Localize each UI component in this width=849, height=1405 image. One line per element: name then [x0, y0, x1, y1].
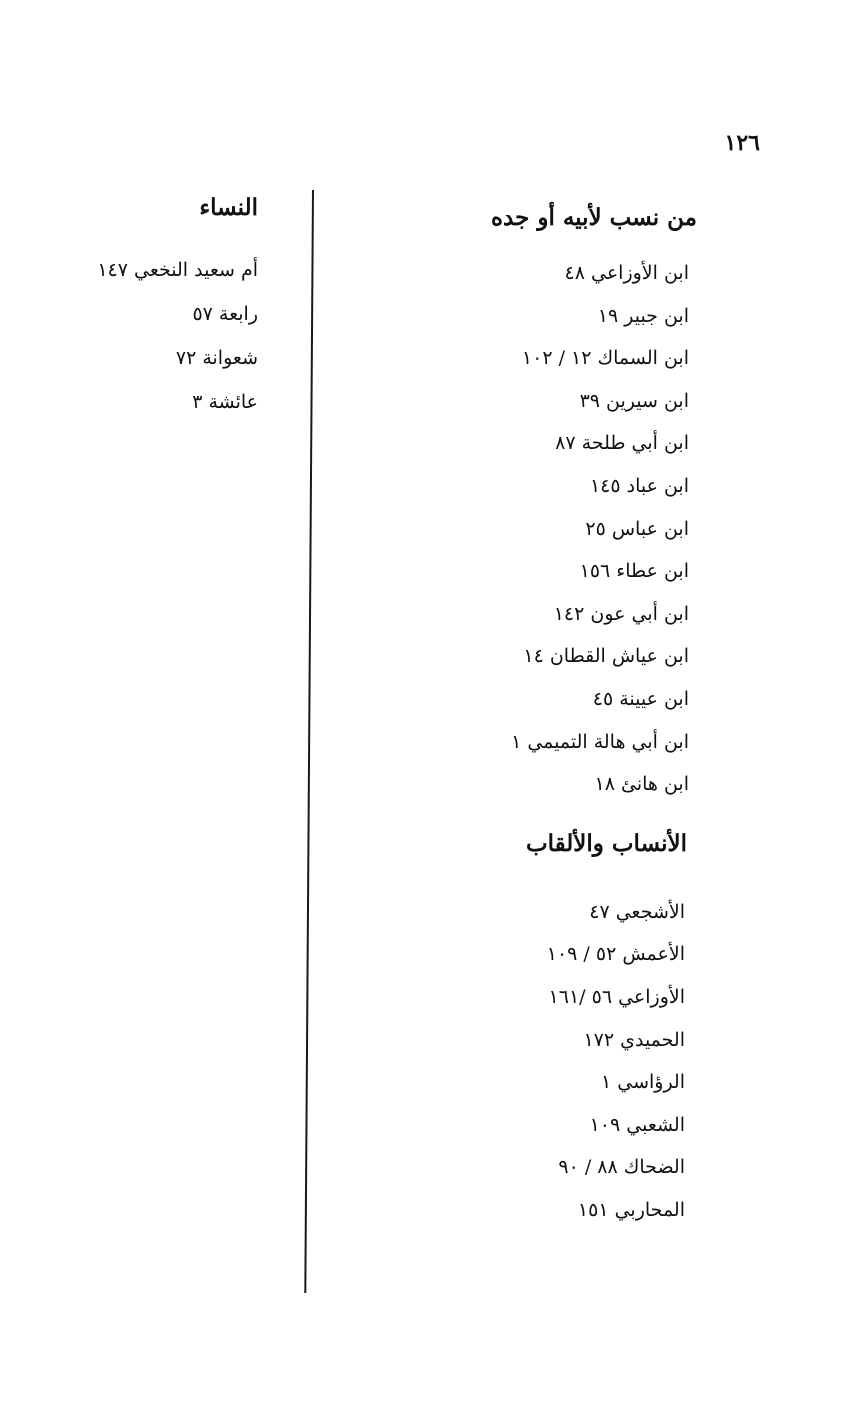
- lineages-list: [380, 891, 697, 1232]
- index-entry: ابن السماك ١٢ / ١٠٢: [521, 347, 689, 370]
- by-father-section: [380, 198, 697, 806]
- index-entry: المحاربي ١٥١: [577, 1198, 685, 1221]
- women-section: [40, 188, 258, 424]
- index-entry: عائشة ٣: [192, 391, 258, 413]
- index-entry: ابن أبي طلحة ٨٧: [555, 432, 689, 455]
- index-entry: أم سعيد النخعي ١٤٧: [97, 259, 258, 281]
- index-entry: الحميدي ١٧٢: [583, 1028, 685, 1051]
- index-entry: ابن عياش القطان ١٤: [523, 645, 689, 668]
- index-entry: ابن جبير ١٩: [597, 304, 689, 327]
- section-heading-women: النساء: [199, 194, 258, 221]
- right-column: [380, 198, 697, 1231]
- index-entry: الأشجعي ٤٧: [589, 900, 685, 923]
- index-entry: ابن عباس ٢٥: [585, 517, 689, 540]
- lineages-section: [380, 824, 697, 1232]
- women-list: [40, 248, 258, 424]
- left-column: [40, 188, 258, 424]
- index-entry: ابن عباد ١٤٥: [589, 474, 689, 497]
- index-entry: رابعة ٥٧: [192, 303, 258, 325]
- index-entry: الشعبي ١٠٩: [589, 1113, 685, 1136]
- index-entry: الضحاك ٨٨ / ٩٠: [558, 1156, 685, 1179]
- index-entry: ابن الأوزاعي ٤٨: [564, 262, 689, 284]
- index-entry: ابن هانئ ١٨: [594, 773, 689, 796]
- by-father-list: [380, 252, 697, 806]
- section-heading-lineages: الأنساب والألقاب: [525, 829, 687, 857]
- index-entry: الرؤاسي ١: [600, 1071, 685, 1094]
- page-number: ١٢٦: [724, 130, 760, 156]
- index-entry: الأعمش ٥٢ / ١٠٩: [546, 943, 685, 966]
- index-entry: ابن عطاء ١٥٦: [579, 560, 689, 583]
- section-heading-by-father: من نسب لأبيه أو جده: [491, 204, 697, 231]
- index-entry: ابن سيرين ٣٩: [579, 389, 689, 412]
- index-entry: ابن عيينة ٤٥: [592, 687, 689, 710]
- index-entry: ابن أبي هالة التميمي ١: [511, 730, 689, 753]
- index-entry: ابن أبي عون ١٤٢: [553, 602, 689, 625]
- column-divider: [304, 190, 314, 1293]
- index-entry: الأوزاعي ٥٦ /١٦١: [548, 985, 685, 1008]
- index-entry: شعوانة ٧٢: [175, 347, 258, 369]
